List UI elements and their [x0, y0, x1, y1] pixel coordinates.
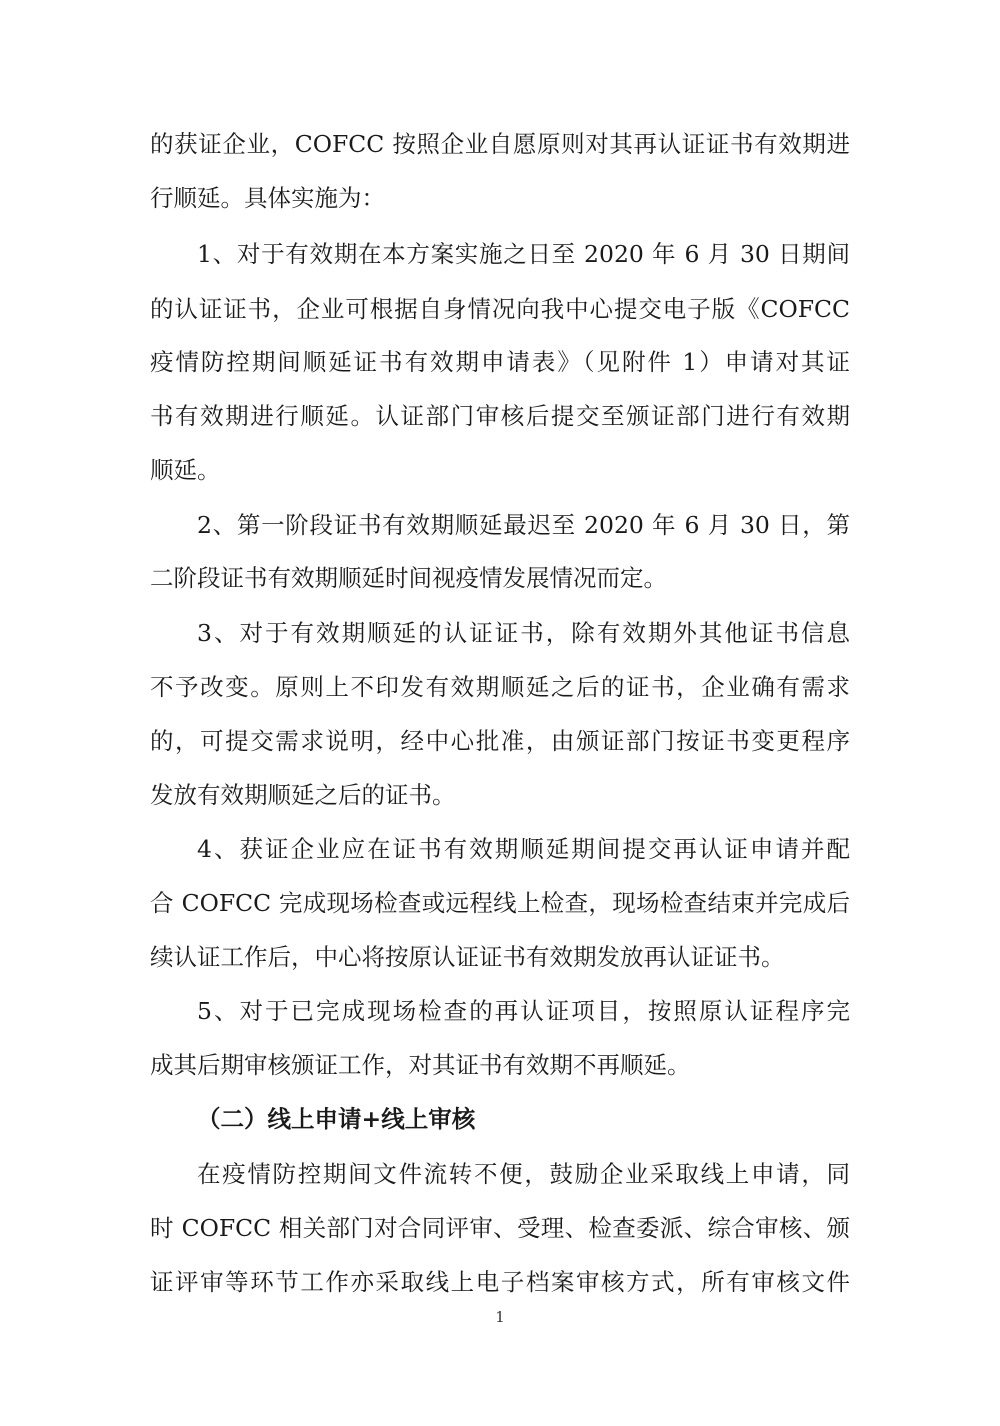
text-line: 二阶段证书有效期顺延时间视疫情发展情况而定。: [150, 564, 667, 592]
text-line: 2、第一阶段证书有效期顺延最迟至 2020 年 6 月 30 日，第: [197, 511, 850, 539]
text-line: 合 COFCC 完成现场检查或远程线上检查，现场检查结束并完成后: [150, 889, 850, 917]
text-line: 3、对于有效期顺延的认证证书，除有效期外其他证书信息: [197, 619, 850, 647]
text-line: 顺延。: [150, 456, 221, 484]
text-line: 发放有效期顺延之后的证书。: [150, 781, 456, 809]
text-line: 证评审等环节工作亦采取线上电子档案审核方式，所有审核文件: [150, 1268, 850, 1296]
text-line: 1、对于有效期在本方案实施之日至 2020 年 6 月 30 日期间: [197, 240, 850, 268]
text-line: 的认证证书，企业可根据自身情况向我中心提交电子版《COFCC: [150, 295, 850, 323]
text-line: 不予改变。原则上不印发有效期顺延之后的证书，企业确有需求: [150, 673, 850, 701]
text-line: 疫情防控期间顺延证书有效期申请表》（见附件 1）申请对其证: [150, 348, 850, 376]
text-line: 的，可提交需求说明，经中心批准，由颁证部门按证书变更程序: [150, 727, 850, 755]
text-line: 5、对于已完成现场检查的再认证项目，按照原认证程序完: [197, 997, 850, 1025]
text-line: 书有效期进行顺延。认证部门审核后提交至颁证部门进行有效期: [150, 402, 850, 430]
text-line: 的获证企业，COFCC 按照企业自愿原则对其再认证证书有效期进: [150, 130, 850, 158]
text-line: 在疫情防控期间文件流转不便，鼓励企业采取线上申请，同: [197, 1160, 850, 1188]
text-line: 4、获证企业应在证书有效期顺延期间提交再认证申请并配: [197, 835, 850, 863]
text-line: 时 COFCC 相关部门对合同评审、受理、检查委派、综合审核、颁: [150, 1214, 850, 1242]
text-line: 行顺延。具体实施为：: [150, 184, 385, 212]
page-number: 1: [495, 1308, 505, 1326]
section-heading: （二）线上申请+线上审核: [197, 1105, 476, 1133]
text-line: 成其后期审核颁证工作，对其证书有效期不再顺延。: [150, 1051, 691, 1079]
text-line: 续认证工作后，中心将按原认证证书有效期发放再认证证书。: [150, 943, 785, 971]
